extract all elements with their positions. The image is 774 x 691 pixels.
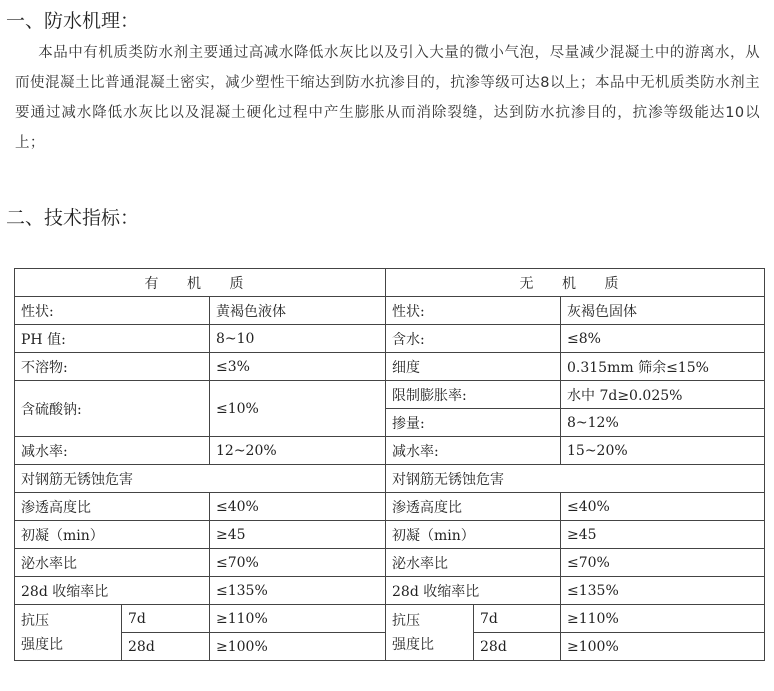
organic-strength-label-line2: 强度比: [21, 636, 63, 653]
organic-sulfate-value: ≤10%: [210, 381, 386, 437]
organic-insoluble-label: 不溶物:: [15, 353, 210, 381]
organic-corrosion-text: 对钢筋无锈蚀危害: [15, 465, 386, 493]
organic-setting-label: 初凝（min）: [15, 521, 210, 549]
inorganic-penetration-label: 渗透高度比: [386, 493, 561, 521]
table-row: [15, 549, 765, 577]
inorganic-bleeding-label: 泌水率比: [386, 549, 561, 577]
inorganic-expansion-value: 水中 7d≥0.025%: [561, 381, 765, 409]
table-row: [15, 297, 765, 325]
section-title-mechanism: 一、防水机理：: [6, 10, 140, 32]
table-row: [15, 521, 765, 549]
inorganic-strength-7d-age: 7d: [474, 605, 561, 633]
table-row: [15, 465, 765, 493]
inorganic-penetration-value: ≤40%: [561, 493, 765, 521]
inorganic-fineness-label: 细度: [386, 353, 561, 381]
organic-insoluble-value: ≤3%: [210, 353, 386, 381]
table-row: [15, 605, 765, 633]
table-row: [15, 353, 765, 381]
organic-ph-value: 8~10: [210, 325, 386, 353]
organic-bleeding-label: 泌水率比: [15, 549, 210, 577]
inorganic-dosage-value: 8~12%: [561, 409, 765, 437]
inorganic-property-value: 灰褐色固体: [561, 297, 765, 325]
inorganic-expansion-label: 限制膨胀率:: [386, 381, 561, 409]
organic-setting-value: ≥45: [210, 521, 386, 549]
table-row: [15, 437, 765, 465]
inorganic-corrosion-text: 对钢筋无锈蚀危害: [386, 465, 765, 493]
organic-strength-label-line1: 抗压: [21, 612, 49, 629]
inorganic-water-reduction-label: 减水率:: [386, 437, 561, 465]
inorganic-water-label: 含水:: [386, 325, 561, 353]
mechanism-paragraph: 本品中有机质类防水剂主要通过高减水降低水灰比以及引入大量的微小气泡，尽量减少混凝土中的游离水，从而使混凝土比普通混凝土密实，减少塑性干缩达到防水抗渗目的，抗渗等级可达8以上；本品中无机质类防水剂主要通过减水降低水灰比以及混凝土硬化过程中产生膨胀从而消除裂缝，达到防水抗渗目的，抗渗等级能达10以上；: [15, 45, 760, 151]
organic-shrinkage-value: ≤135%: [210, 577, 386, 605]
organic-penetration-value: ≤40%: [210, 493, 386, 521]
inorganic-strength-label: [386, 605, 474, 661]
organic-water-reduction-value: 12~20%: [210, 437, 386, 465]
organic-strength-label: [15, 605, 122, 661]
table-row: [15, 381, 765, 409]
organic-property-label: 性状:: [15, 297, 210, 325]
inorganic-water-value: ≤8%: [561, 325, 765, 353]
organic-bleeding-value: ≤70%: [210, 549, 386, 577]
table-header-row: [15, 269, 765, 297]
organic-water-reduction-label: 减水率:: [15, 437, 210, 465]
inorganic-strength-label-line1: 抗压: [392, 612, 420, 629]
inorganic-setting-value: ≥45: [561, 521, 765, 549]
organic-strength-28d-age: 28d: [122, 633, 210, 661]
section-title-technical-specs: 二、技术指标：: [6, 207, 140, 229]
organic-header: 有 机 质: [15, 269, 386, 297]
table-row: [15, 325, 765, 353]
inorganic-strength-28d-age: 28d: [474, 633, 561, 661]
inorganic-strength-label-line2: 强度比: [392, 636, 434, 653]
table-row: [15, 577, 765, 605]
organic-sulfate-label: 含硫酸钠:: [15, 381, 210, 437]
organic-strength-7d-age: 7d: [122, 605, 210, 633]
inorganic-property-label: 性状:: [386, 297, 561, 325]
inorganic-setting-label: 初凝（min）: [386, 521, 561, 549]
inorganic-strength-28d-value: ≥100%: [561, 633, 765, 661]
spec-table: [14, 268, 765, 661]
organic-strength-28d-value: ≥100%: [210, 633, 386, 661]
table-row: [15, 493, 765, 521]
inorganic-shrinkage-value: ≤135%: [561, 577, 765, 605]
organic-penetration-label: 渗透高度比: [15, 493, 210, 521]
organic-ph-label: PH 值:: [15, 325, 210, 353]
organic-shrinkage-label: 28d 收缩率比: [15, 577, 210, 605]
inorganic-dosage-label: 掺量:: [386, 409, 561, 437]
inorganic-water-reduction-value: 15~20%: [561, 437, 765, 465]
inorganic-shrinkage-label: 28d 收缩率比: [386, 577, 561, 605]
inorganic-strength-7d-value: ≥110%: [561, 605, 765, 633]
inorganic-header: 无 机 质: [386, 269, 765, 297]
organic-strength-7d-value: ≥110%: [210, 605, 386, 633]
organic-property-value: 黄褐色液体: [210, 297, 386, 325]
inorganic-bleeding-value: ≤70%: [561, 549, 765, 577]
inorganic-fineness-value: 0.315mm 筛余≤15%: [561, 353, 765, 381]
